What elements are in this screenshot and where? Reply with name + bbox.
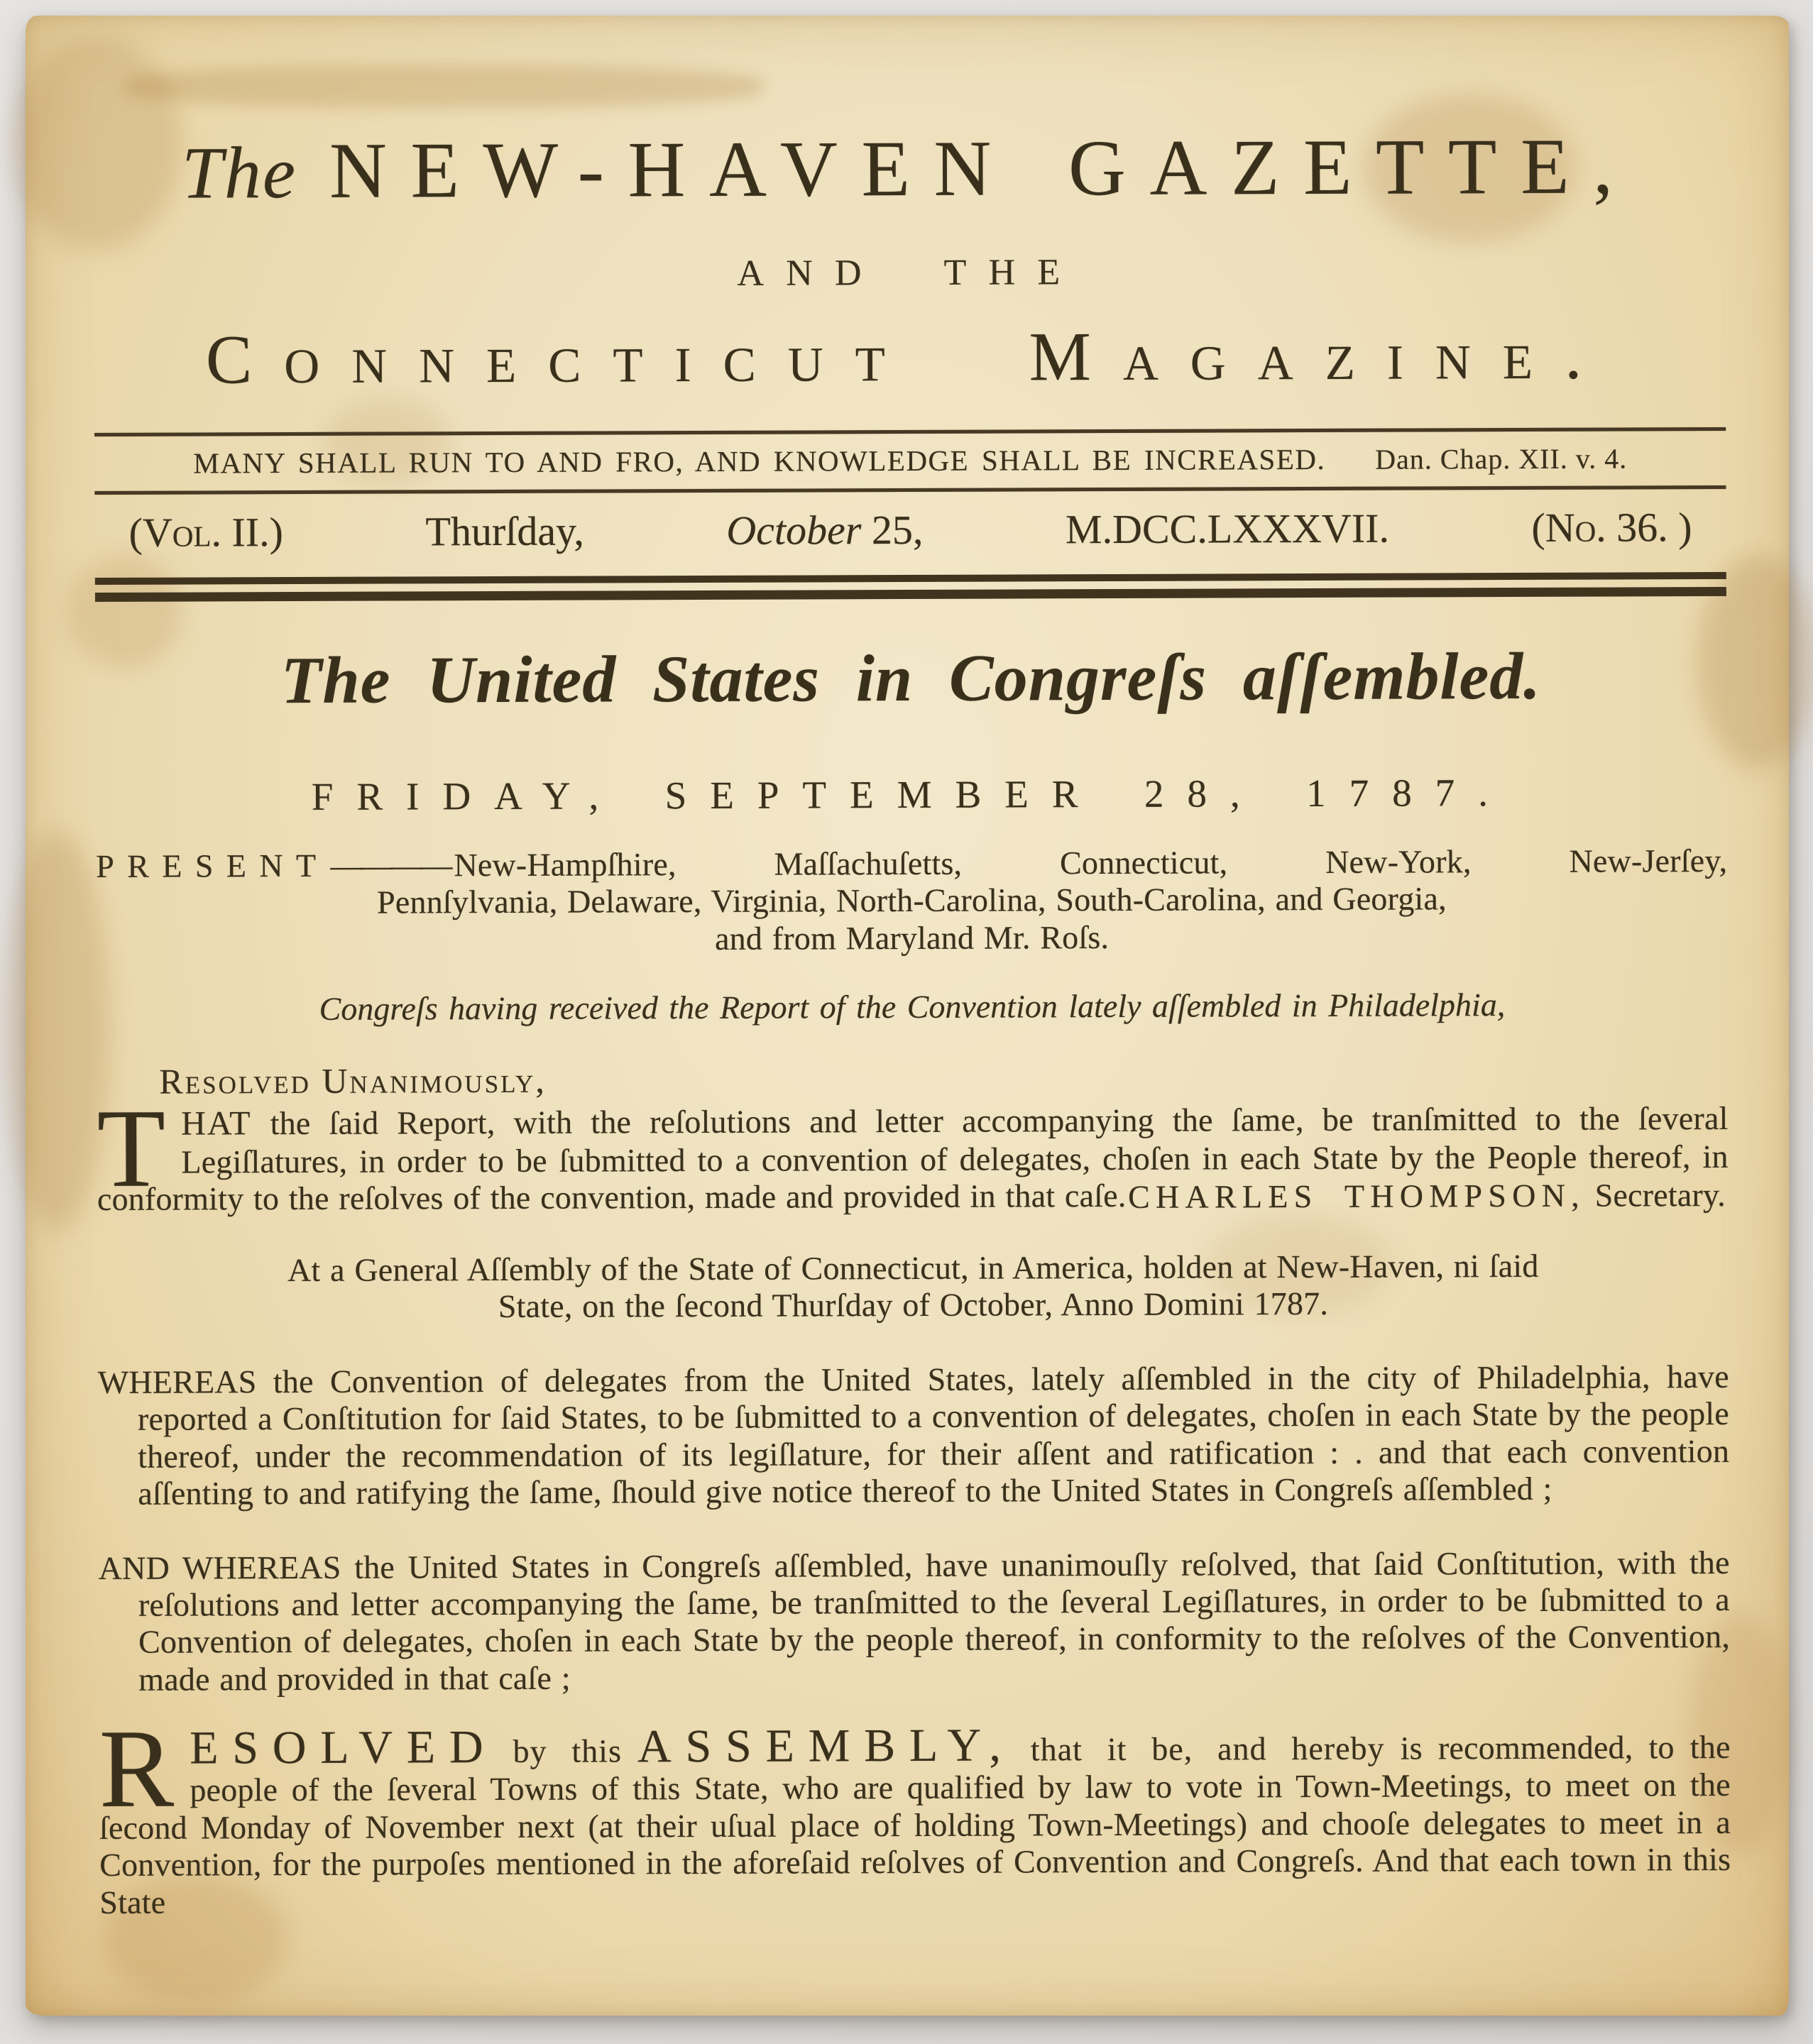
dropcap-t: T xyxy=(97,1086,166,1211)
dropcap-r: R xyxy=(99,1706,175,1832)
masthead-title xyxy=(93,13,1725,218)
day-label: 25, xyxy=(871,506,924,554)
assembly-word: ASSEMBLY, xyxy=(637,1719,1015,1773)
month-label: October xyxy=(726,507,862,554)
resolved-unanimously-label: Resolved Unanimously, xyxy=(159,1060,547,1102)
present-states-line-2: Pennſylvania, Delaware, Virginia, North-Carolina, South-Carolina, and Georgia, xyxy=(376,880,1447,921)
assembly-line-1: At a General Aſſembly of the State of Connecticut, in America, holden at New-Haven, ni ſaid xyxy=(287,1247,1539,1288)
year-roman-label: M.DCC.LXXXVII. xyxy=(1065,505,1390,553)
page-content xyxy=(22,13,1792,2019)
resolved-tail: that it be, and hereby xyxy=(1030,1730,1385,1768)
whereas-paragraph: WHEREAS the Convention of delegates from the United States, lately aſſembled in the city of Philadelphia, have reported a Conſtitution for ſaid States, to be ſubmitted to a convention of delegates, choſen in each State by the people thereof, under the recommendation of its legiſlature, for their aſſent and ratification : . and that each convention aſſenting to and ratifying the ſame, ſhould give notice thereof to the United States in Congreſs aſſembled ; xyxy=(97,1358,1730,1512)
motto-row xyxy=(94,441,1726,480)
that-lead: HAT xyxy=(181,1104,252,1143)
present-states-line-3: and from Maryland Mr. Roſs. xyxy=(714,918,1110,957)
congress-received-line: Congreſs having received the Report of the Convention lately aſſembled in Philadelphia, xyxy=(319,987,1506,1028)
signature-line xyxy=(1128,1177,1726,1216)
present-label: PRESENT xyxy=(96,847,329,885)
rule-above-motto xyxy=(94,427,1726,436)
that-report-paragraph xyxy=(97,1086,1729,1219)
signature-name: CHARLES THOMPSON, xyxy=(1127,1177,1586,1216)
volume-date-row xyxy=(95,503,1726,556)
that-text: the ſaid Report, with the reſolutions and letter accompanying the ſame, be tranſmitted to the ſeveral Legiſlatures, in order to be ſubmitted to a convention of delegates, choſen in each State by the People thereof, in conformity to the reſolves of the convention, made and provided in that caſe. xyxy=(97,1100,1729,1218)
masthead-magazine: Connecticut Magazine. xyxy=(205,317,1614,399)
present-dash: ———— xyxy=(330,847,450,884)
general-assembly-paragraph xyxy=(97,1247,1729,1327)
masthead-the: The xyxy=(181,131,297,214)
rule-below-motto xyxy=(94,485,1726,495)
motto-text: MANY SHALL RUN TO AND FRO, AND KNOWLEDGE SHALL BE INCREASED. xyxy=(193,442,1326,480)
article-heading: The United States in Congreſs aſſembled. xyxy=(280,639,1541,718)
resolved-body-text: is recommended, to the people of the ſeveral Towns of this State, who are qualified by law to vote in Town-Meetings, to meet on the ſecond Monday of November next (at their uſual place of holding Town-Meetings) and chooſe delegates to meet in a Convention, for the purpoſes mentioned in the aforeſaid reſolves of Convention and Congreſs. And that each town in this State xyxy=(99,1729,1731,1921)
article-dateline: FRIDAY, SEPTEMBER 28, 1787. xyxy=(311,771,1512,818)
and-whereas-paragraph: AND WHEREAS the United States in Congreſs aſſembled, have unanimouſly reſolved, that ſaid Conſtitution, with the reſolutions and letter accompanying the ſame, be tranſmitted to the ſeveral Legiſlatures, in order to be ſubmitted to a Convention of delegates, choſen in each State by the people thereof, in conformity to the reſolves of the Convention, made and provided in that caſe ; xyxy=(98,1544,1731,1698)
motto-scripture-reference: Dan. Chap. XII. v. 4. xyxy=(1375,442,1628,476)
resolved-word: ESOLVED xyxy=(190,1721,498,1774)
double-rule xyxy=(95,572,1726,602)
resolved-assembly-paragraph xyxy=(99,1706,1731,1921)
resolved-by-this: by this xyxy=(513,1732,623,1770)
assembly-line-2: State, on the ſecond Thurſday of October, Anno Domini 1787. xyxy=(498,1285,1329,1325)
date-label xyxy=(726,506,923,554)
masthead-and-the: AND THE xyxy=(737,252,1083,294)
signature-title: Secretary. xyxy=(1594,1177,1726,1214)
present-paragraph xyxy=(96,842,1728,960)
volume-label: (Vol. II.) xyxy=(128,509,284,556)
masthead-title-caps: NEW-HAVEN GAZETTE, xyxy=(329,122,1637,215)
present-states-line-1: New-Hampſhire, Maſſachuſetts, Connecticut, New-York, New-Jerſey, xyxy=(454,842,1728,884)
newspaper-page xyxy=(26,16,1789,2016)
weekday-label: Thurſday, xyxy=(425,507,584,555)
issue-number-label: (No. 36. ) xyxy=(1531,504,1692,551)
present-line-1 xyxy=(96,842,1727,885)
